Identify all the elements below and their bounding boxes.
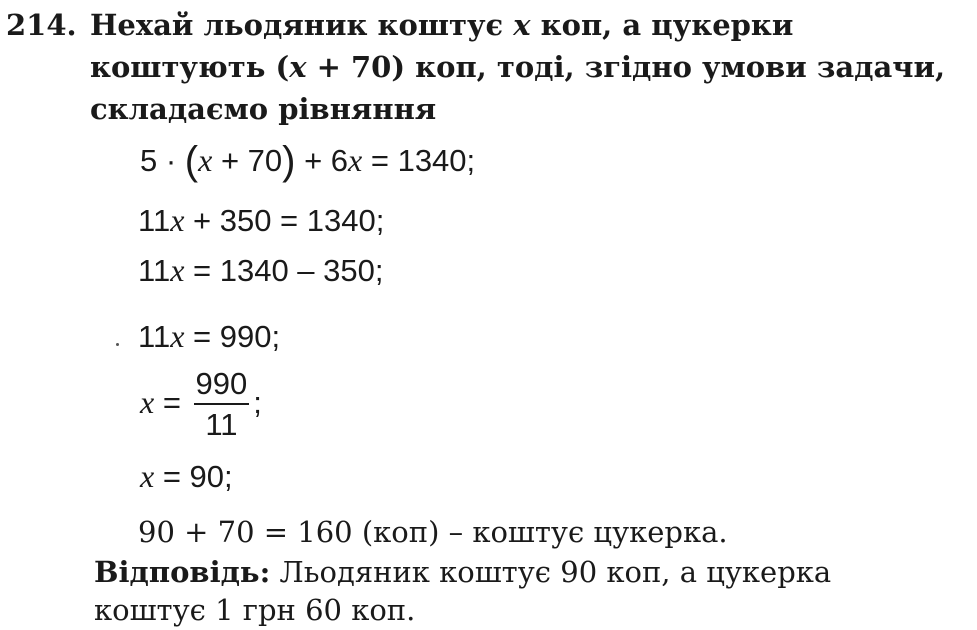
eq4-part-a: 11 bbox=[138, 319, 171, 354]
eq3-variable: x bbox=[170, 252, 185, 288]
intro-variable-1: x bbox=[513, 8, 531, 42]
eq4-variable: x bbox=[170, 318, 185, 354]
equation-6 bbox=[140, 458, 233, 495]
eq6-part-b: = 90; bbox=[154, 459, 233, 494]
problem-number: 214. bbox=[6, 8, 77, 42]
answer-text-1: Льодяник коштує 90 коп, а цукерка bbox=[270, 555, 832, 589]
eq3-part-b: = 1340 – 350; bbox=[184, 253, 384, 288]
answer-line-1 bbox=[94, 554, 831, 590]
result-line: 90 + 70 = 160 (коп) – коштує цукерка. bbox=[138, 515, 728, 549]
eq1-left-paren: ( bbox=[184, 139, 199, 183]
intro-text-3: + 70) коп, тоді, згідно умови задачи, складаємо рівняння bbox=[90, 50, 946, 126]
equation-1 bbox=[140, 139, 476, 183]
eq5-denominator: 11 bbox=[205, 407, 238, 442]
problem-statement bbox=[6, 4, 950, 130]
equation-5 bbox=[140, 367, 262, 443]
eq5-equals: = bbox=[154, 385, 190, 421]
eq2-variable: x bbox=[170, 202, 185, 238]
eq6-variable: x bbox=[140, 458, 155, 494]
intro-variable-2: x bbox=[289, 50, 307, 84]
eq5-numerator: 990 bbox=[194, 367, 250, 405]
eq1-part-a: 5 · bbox=[140, 143, 185, 178]
eq5-end: ; bbox=[253, 385, 262, 421]
eq1-part-d: = 1340; bbox=[362, 143, 476, 178]
stray-mark bbox=[116, 343, 119, 346]
intro-text-2: коп, а цукерки коштують ( bbox=[90, 8, 794, 84]
eq2-part-a: 11 bbox=[138, 203, 171, 238]
eq5-fraction bbox=[194, 367, 250, 443]
eq1-part-c: + 6 bbox=[295, 143, 349, 178]
equation-3 bbox=[138, 252, 383, 289]
answer-label: Відповідь: bbox=[94, 555, 271, 589]
equation-2 bbox=[138, 202, 384, 239]
eq1-variable: x bbox=[198, 142, 213, 178]
eq1-part-b: + 70 bbox=[212, 143, 283, 178]
eq1-right-paren: ) bbox=[282, 139, 296, 183]
equation-4 bbox=[138, 318, 280, 355]
answer-line-2: коштує 1 грн 60 коп. bbox=[94, 593, 416, 627]
eq5-variable: x bbox=[140, 384, 155, 421]
eq3-part-a: 11 bbox=[138, 253, 171, 288]
eq1-variable-2: x bbox=[348, 142, 363, 178]
eq4-part-b: = 990; bbox=[184, 319, 281, 354]
eq2-part-b: + 350 = 1340; bbox=[184, 203, 385, 238]
intro-text-1: Нехай льодяник коштує bbox=[90, 8, 514, 42]
